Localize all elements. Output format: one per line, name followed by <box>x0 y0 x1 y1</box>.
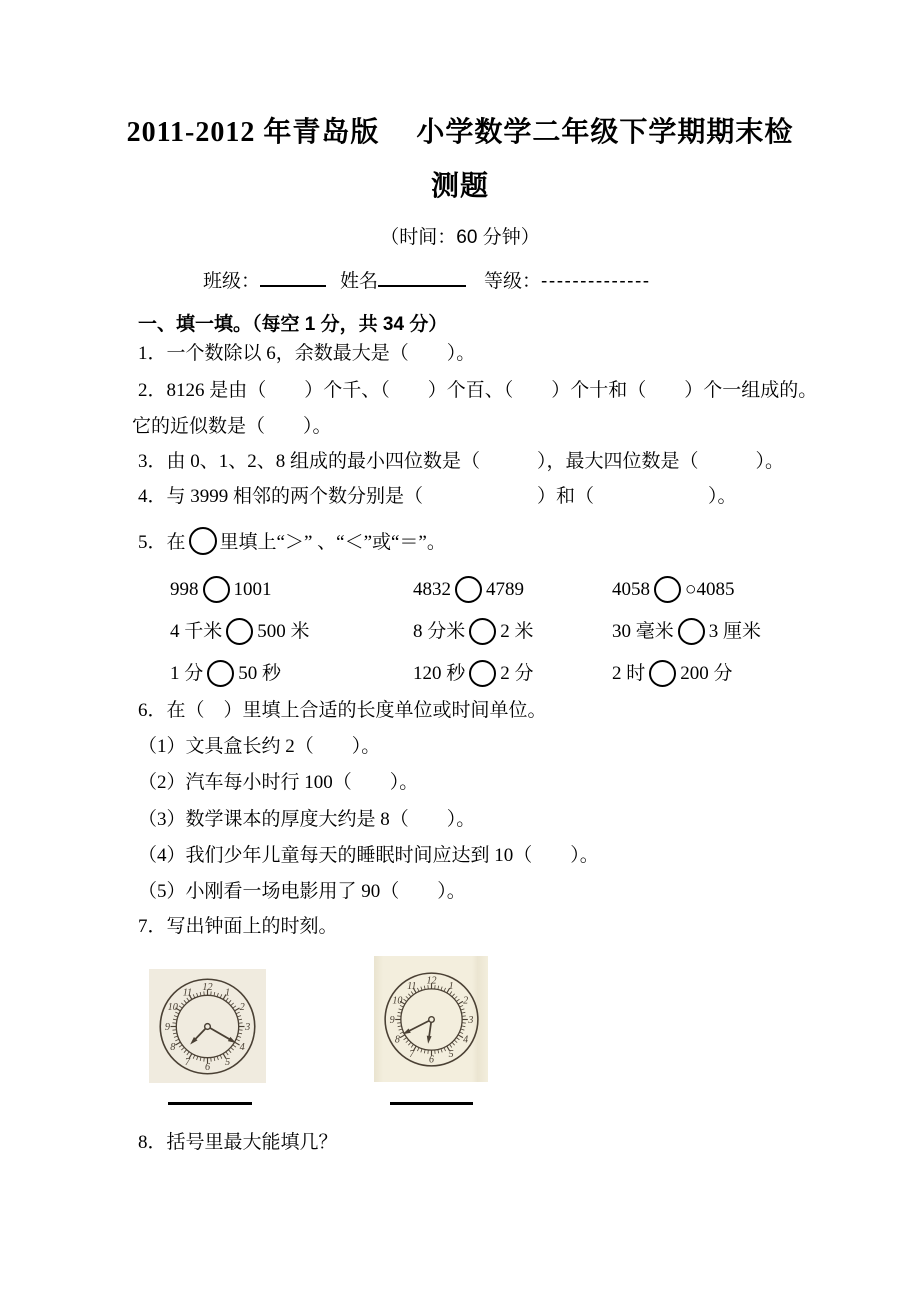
comparison-left: 1 分 <box>170 663 204 684</box>
page-title-line2: 测题 <box>430 171 489 202</box>
question-3: 3．由 0、1、2、8 组成的最小四位数是（ ），最大四位数是（ ）。 <box>138 451 785 472</box>
clock-number: 12 <box>425 975 437 987</box>
compare-circle-icon <box>207 660 234 687</box>
question-5 <box>138 527 446 556</box>
clock-number: 6 <box>428 1053 434 1065</box>
grade-blank-dashes: -------------- <box>541 271 651 292</box>
question-6-item-2: （2）汽车每小时行 100（ ）。 <box>138 772 419 793</box>
comparison-right: 4789 <box>486 579 524 600</box>
answer-blank-line-1 <box>168 1102 252 1105</box>
clock-number: 9 <box>164 1021 170 1033</box>
answer-blank-line-2 <box>390 1102 473 1105</box>
compare-circle-icon <box>469 660 496 687</box>
clock-1-face-svg <box>154 973 261 1080</box>
clock-number: 4 <box>239 1041 245 1053</box>
clock-photo-1 <box>149 969 266 1083</box>
compare-circle-icon <box>455 576 482 603</box>
name-blank-line <box>378 270 466 287</box>
page-title-line1: 2011-2012 年青岛版 小学数学二年级下学期期末检 <box>126 117 794 148</box>
comparison-left: 30 毫米 <box>612 621 674 642</box>
question-5-prefix: 5．在 <box>138 532 186 553</box>
comparison-item <box>612 573 734 607</box>
question-6-item-5: （5）小刚看一场电影用了 90（ ）。 <box>138 881 466 902</box>
compare-circle-icon <box>226 618 253 645</box>
class-label: 班级： <box>203 271 261 292</box>
comparison-right: 50 秒 <box>238 663 282 684</box>
question-2-line2: 它的近似数是（ ）。 <box>132 416 332 437</box>
comparison-row-3 <box>0 657 920 691</box>
blank-circle-icon <box>189 527 217 555</box>
student-info-line <box>203 266 651 293</box>
time-limit-note: （时间：60 分钟） <box>380 227 540 248</box>
clock-number: 1 <box>448 980 454 992</box>
clock-number: 4 <box>462 1034 468 1046</box>
comparison-right: 2 分 <box>500 663 534 684</box>
comparison-right: 1001 <box>233 579 272 600</box>
clock-photo-2 <box>374 956 488 1082</box>
comparison-left: 120 秒 <box>413 663 466 684</box>
clock-number: 1 <box>225 986 231 998</box>
comparison-item <box>170 657 281 691</box>
comparison-right: 500 米 <box>257 621 310 642</box>
comparison-right: ○4085 <box>685 579 735 600</box>
comparison-item <box>413 615 534 649</box>
comparison-left: 2 时 <box>612 663 646 684</box>
question-1: 1．一个数除以 6，余数最大是（ ）。 <box>138 343 476 364</box>
clock-number: 8 <box>394 1034 400 1046</box>
comparison-item <box>413 657 534 691</box>
question-6-item-1: （1）文具盒长约 2（ ）。 <box>138 736 381 757</box>
comparison-item <box>612 657 733 691</box>
question-4: 4．与 3999 相邻的两个数分别是（ ）和（ ）。 <box>138 486 737 507</box>
compare-circle-icon <box>649 660 676 687</box>
clock-number: 3 <box>467 1014 473 1026</box>
clock-number: 2 <box>239 1001 245 1013</box>
clock-number: 12 <box>202 981 213 993</box>
comparison-item <box>413 573 524 607</box>
clock-number: 7 <box>184 1056 190 1068</box>
clock-number: 5 <box>225 1056 231 1068</box>
clock-2-face-svg <box>379 967 484 1072</box>
comparison-left: 998 <box>170 579 199 600</box>
question-6-item-4: （4）我们少年儿童每天的睡眠时间应达到 10（ ）。 <box>138 845 599 866</box>
class-blank-line <box>260 270 326 287</box>
comparison-left: 8 分米 <box>413 621 466 642</box>
comparison-item <box>170 615 310 649</box>
question-6-item-3: （3）数学课本的厚度大约是 8（ ）。 <box>138 809 476 830</box>
comparison-right: 3 厘米 <box>708 621 762 642</box>
comparison-row-1 <box>0 573 920 607</box>
clock-number: 11 <box>406 980 416 992</box>
clock-number: 7 <box>408 1048 414 1060</box>
comparison-left: 4 千米 <box>170 621 223 642</box>
comparison-item <box>170 573 272 607</box>
comparison-right: 200 分 <box>680 663 733 684</box>
clock-number: 11 <box>182 986 193 998</box>
comparison-item <box>612 615 761 649</box>
comparison-left: 4832 <box>413 579 451 600</box>
comparison-row-2 <box>0 615 920 649</box>
question-5-suffix: 里填上“＞” 、“＜”或“＝”。 <box>219 532 446 553</box>
grade-label: 等级： <box>484 271 542 292</box>
comparison-left: 4058 <box>612 579 650 600</box>
question-8: 8．括号里最大能填几？ <box>138 1132 338 1153</box>
compare-circle-icon <box>678 618 705 645</box>
question-2-line1: 2．8126 是由（ ）个千、（ ）个百、（ ）个十和（ ）个一组成的。 <box>138 380 818 401</box>
comparison-right: 2 米 <box>500 621 534 642</box>
question-6: 6．在（ ）里填上合适的长度单位或时间单位。 <box>138 700 547 721</box>
clock-number: 2 <box>462 994 468 1006</box>
compare-circle-icon <box>469 618 496 645</box>
clock-number: 10 <box>391 994 402 1006</box>
clock-number: 10 <box>167 1001 178 1013</box>
clock-number: 9 <box>389 1014 395 1026</box>
question-7: 7．写出钟面上的时刻。 <box>138 916 338 937</box>
clock-number: 6 <box>204 1061 211 1073</box>
compare-circle-icon <box>203 576 230 603</box>
clock-number: 5 <box>448 1048 454 1060</box>
section-heading: 一、填一填。（每空 1 分，共 34 分） <box>138 314 448 335</box>
compare-circle-icon <box>654 576 681 603</box>
name-label: 姓名 <box>340 271 379 292</box>
clock-number: 3 <box>245 1021 251 1033</box>
clock-number: 8 <box>170 1041 176 1053</box>
